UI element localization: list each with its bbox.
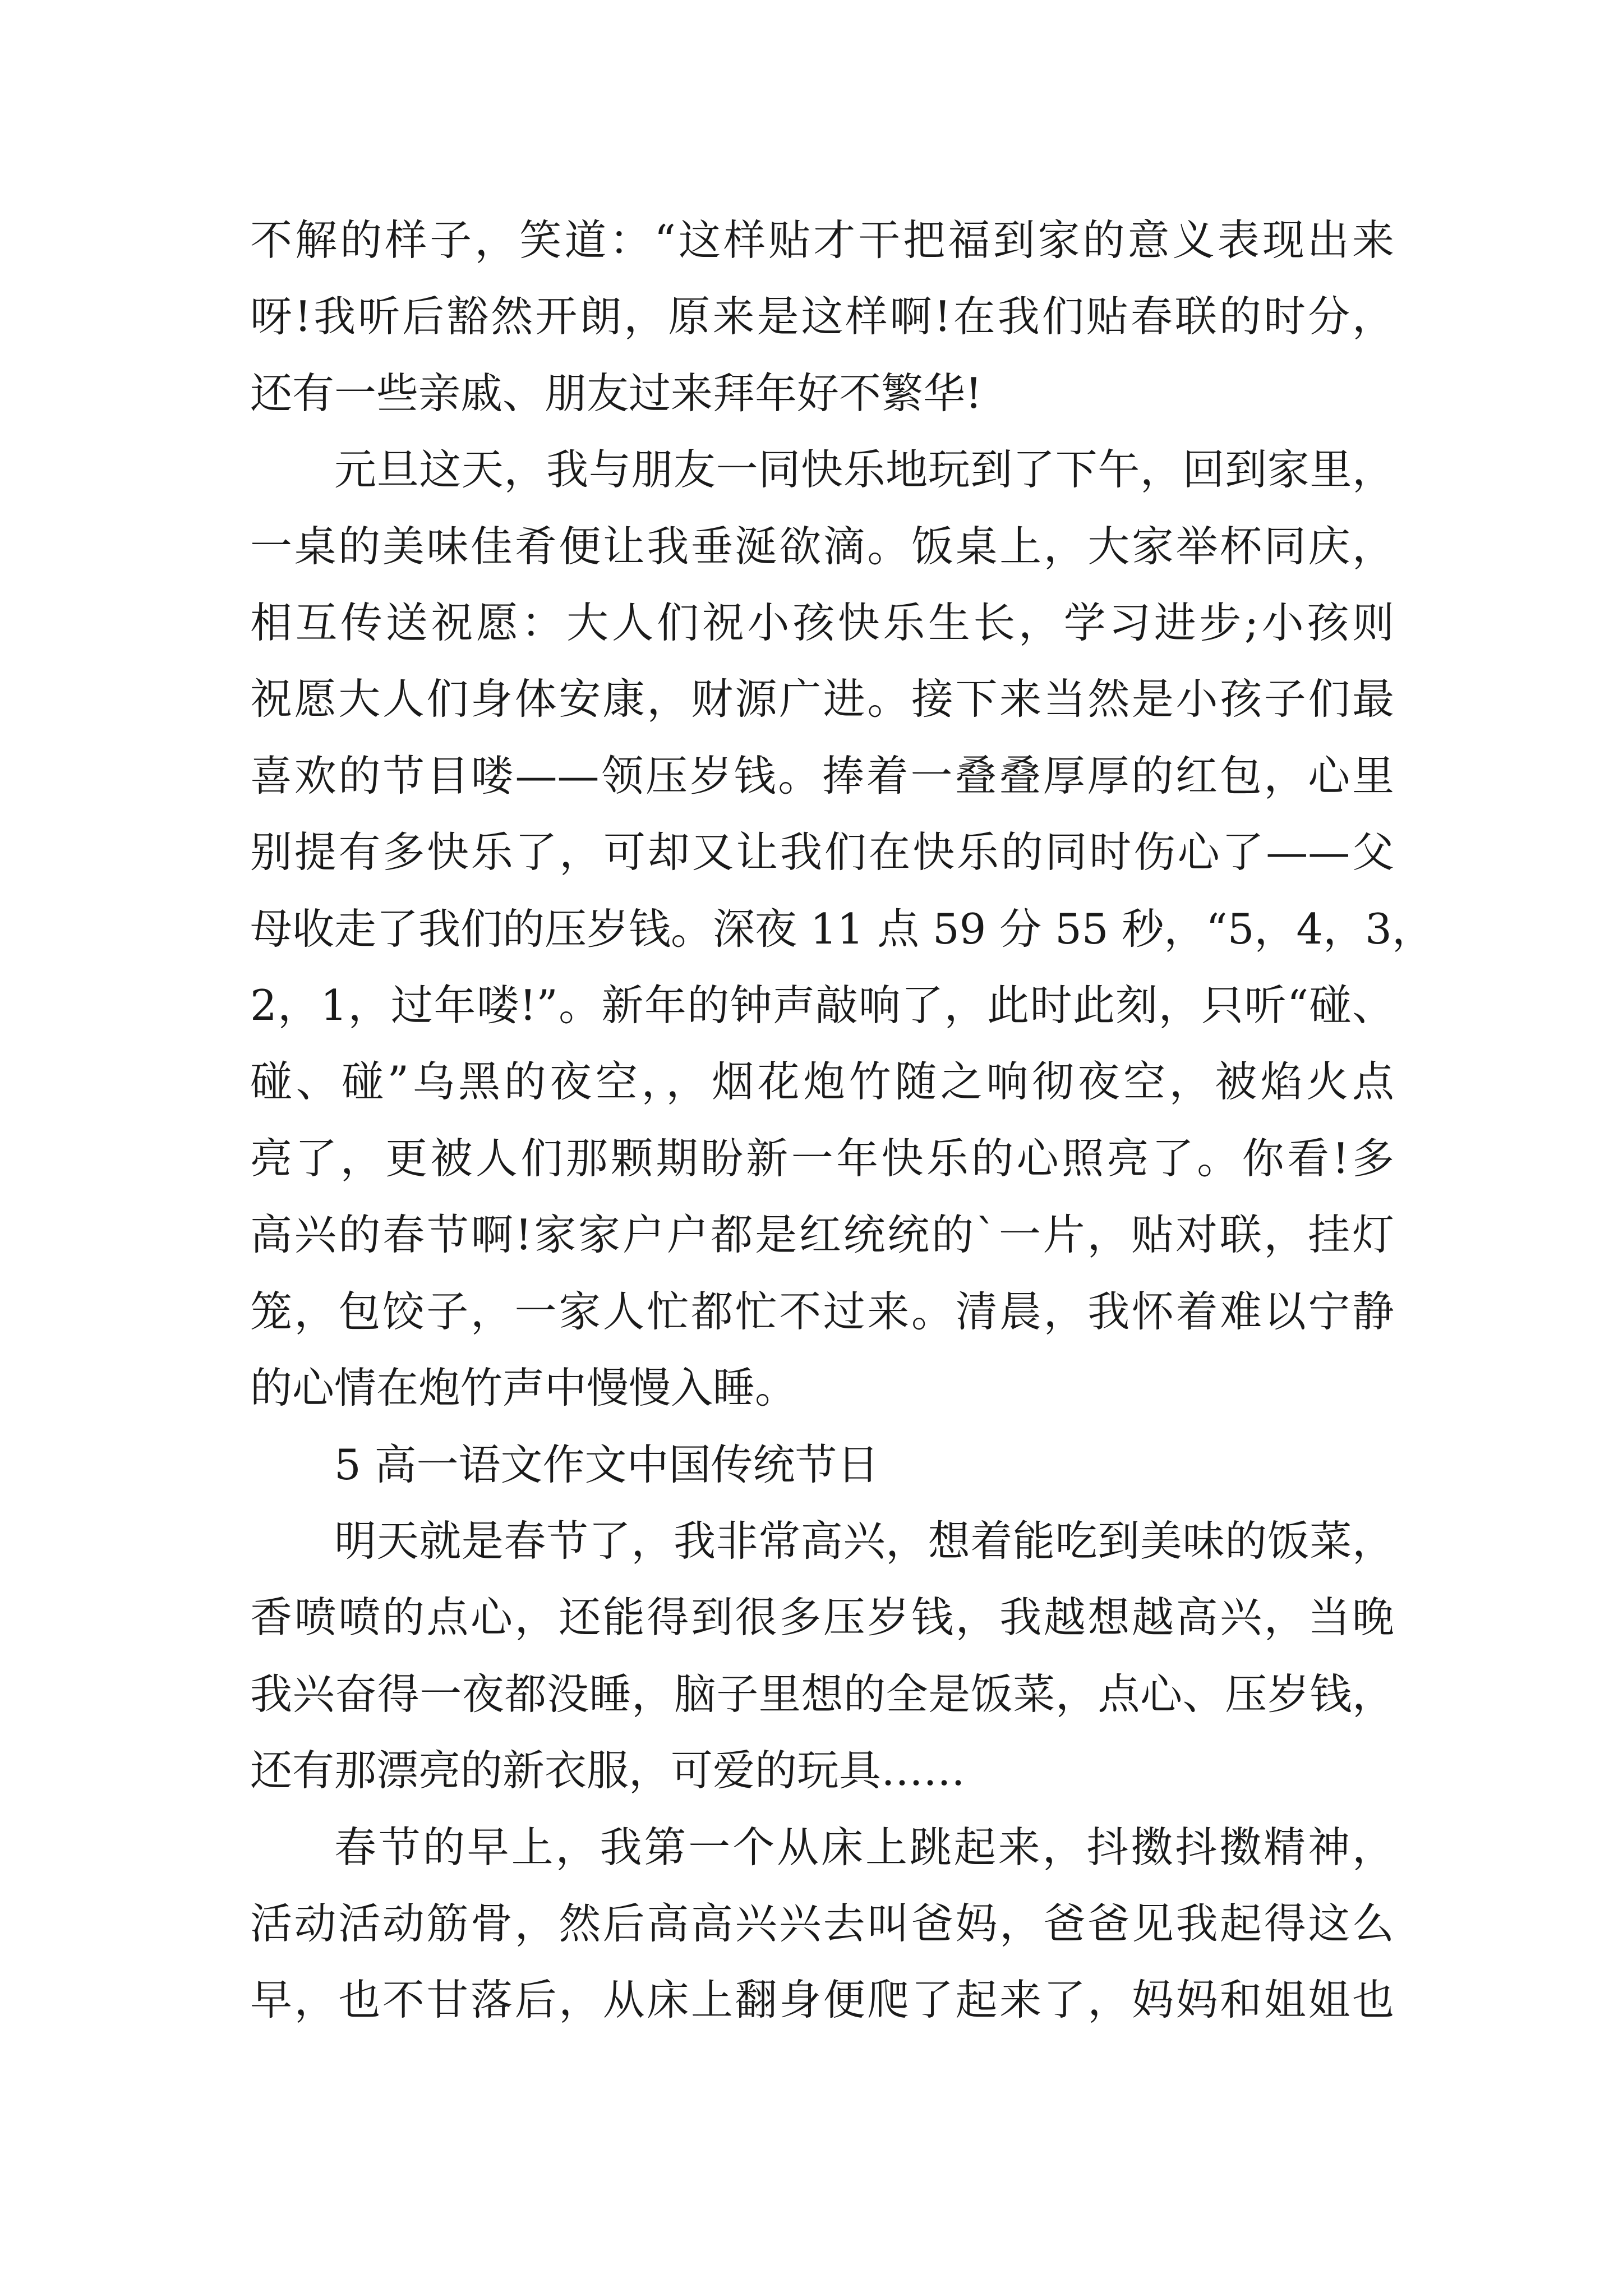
text-line: 元旦这天，我与朋友一同快乐地玩到了下午，回到家里，: [334, 445, 1394, 495]
paragraph-4: [250, 1503, 1394, 1809]
text-line: 喜欢的节目喽——领压岁钱。捧着一叠叠厚厚的红包，心里: [250, 751, 1394, 800]
text-line: 呀!我听后豁然开朗，原来是这样啊!在我们贴春联的时分，: [250, 292, 1394, 342]
text-line: 2，1，过年喽!”。新年的钟声敲响了，此时此刻，只听“碰、: [250, 981, 1394, 1030]
text-line: 春节的早上，我第一个从床上跳起来，抖擞抖擞精神，: [334, 1822, 1394, 1872]
text-line: 的心情在炮竹声中慢慢入睡。: [250, 1363, 797, 1413]
text-line: 活动活动筋骨，然后高高兴兴去叫爸妈，爸爸见我起得这么: [250, 1898, 1394, 1948]
text-line: 明天就是春节了，我非常高兴，想着能吃到美味的饭菜，: [334, 1516, 1394, 1566]
text-line: 笼，包饺子，一家人忙都忙不过来。清晨，我怀着难以宁静: [250, 1286, 1394, 1336]
text-line: 还有那漂亮的新衣服，可爱的玩具……: [250, 1746, 966, 1796]
paragraph-5: [250, 1809, 1394, 2039]
body-text: [250, 202, 1434, 2039]
text-line: 别提有多快乐了，可却又让我们在快乐的同时伤心了——父: [250, 827, 1394, 877]
paragraph-2: [250, 431, 1434, 1426]
text-line: 祝愿大人们身体安康，财源广进。接下来当然是小孩子们最: [250, 674, 1394, 724]
text-line: 碰、碰”乌黑的夜空，，烟花炮竹随之响彻夜空，被焰火点: [250, 1057, 1394, 1107]
text-line: 母收走了我们的压岁钱。深夜 11 点 59 分 55 秒，“5，4，3，: [250, 904, 1434, 954]
section-heading: [250, 1427, 1394, 1503]
text-line: 还有一些亲戚、朋友过来拜年好不繁华!: [250, 368, 983, 418]
text-line: 一桌的美味佳肴便让我垂涎欲滴。饭桌上，大家举杯同庆，: [250, 521, 1394, 571]
text-line: 高兴的春节啊!家家户户都是红统统的`一片，贴对联，挂灯: [250, 1210, 1394, 1260]
paragraph-1: [250, 202, 1394, 431]
text-line: 不解的样子，笑道：“这样贴才干把福到家的意义表现出来: [250, 215, 1394, 265]
text-line: 早，也不甘落后，从床上翻身便爬了起来了，妈妈和姐姐也: [250, 1975, 1394, 2025]
text-line: 我兴奋得一夜都没睡，脑子里想的全是饭菜，点心、压岁钱，: [250, 1669, 1394, 1719]
text-line: 亮了，更被人们那颗期盼新一年快乐的心照亮了。你看!多: [250, 1133, 1394, 1183]
heading-line: 5 高一语文作文中国传统节日: [334, 1439, 879, 1489]
text-line: 香喷喷的点心，还能得到很多压岁钱，我越想越高兴，当晚: [250, 1593, 1394, 1642]
text-line: 相互传送祝愿：大人们祝小孩快乐生长，学习进步;小孩则: [250, 598, 1394, 648]
